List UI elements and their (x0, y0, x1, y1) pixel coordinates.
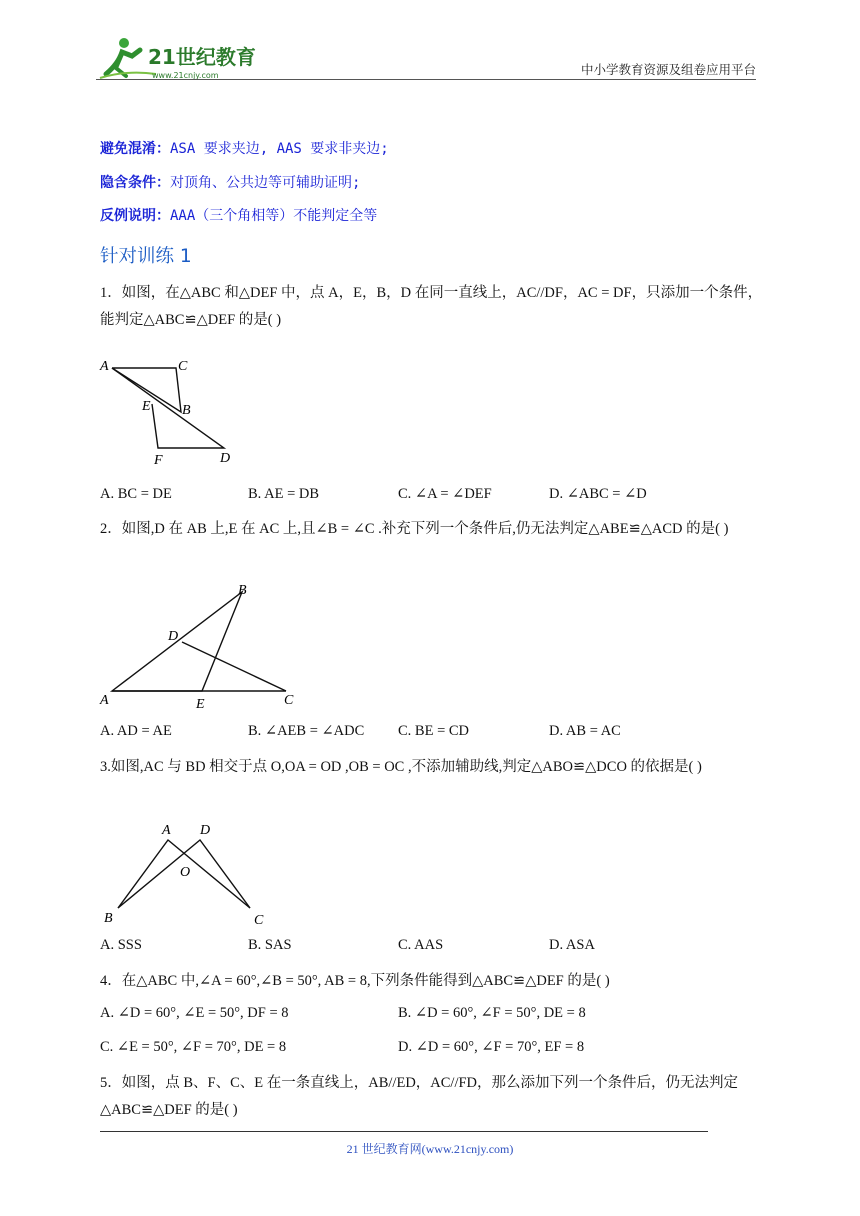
point-label: A (100, 359, 109, 374)
point-label: O (180, 865, 191, 880)
point-label: A (100, 693, 109, 708)
point-label: C (284, 693, 294, 708)
question-4-stem: 4．在△ABC 中,∠A = 60°,∠B = 50°, AB = 8,下列条件能得到△ABC≌△DEF 的是( ) (100, 973, 610, 989)
footer-divider (100, 1131, 708, 1132)
option-d: D. ∠D = 60°, ∠F = 70°, EF = 8 (398, 1039, 585, 1055)
point-label: C (178, 359, 188, 374)
option-c: C. ∠E = 50°, ∠F = 70°, DE = 8 (100, 1039, 287, 1055)
option-c: C. AAS (398, 937, 444, 953)
option-b: B. ∠D = 60°, ∠F = 50°, DE = 8 (398, 1005, 586, 1021)
point-label: D (200, 823, 211, 838)
option-c: C. ∠A = ∠DEF (398, 486, 492, 502)
option-b: B. AE = DB (248, 486, 320, 502)
point-label: A (162, 823, 171, 838)
point-label: B (104, 911, 113, 926)
header-platform-name: 中小学教育资源及组卷应用平台 (580, 62, 756, 77)
logo-runner-icon (96, 34, 266, 82)
point-label: F (154, 453, 163, 468)
footer-text: 21 世纪教育网(www.21cnjy.com) (346, 1142, 514, 1156)
option-b: B. ∠AEB = ∠ADC (248, 723, 365, 739)
tip-line-1: 避免混淆：ASA 要求夹边, AAS 要求非夹边; (100, 141, 389, 157)
svg-text:21世纪教育: 21世纪教育 (148, 45, 256, 69)
point-label: C (254, 913, 264, 928)
question-3-stem: 3.如图,AC 与 BD 相交于点 O,OA = OD ,OB = OC ,不添加辅助线,判定△ABO≌△DCO 的依据是( ) (100, 759, 702, 775)
question-1-figure (96, 350, 246, 475)
question-3-figure (96, 818, 286, 938)
header-divider (96, 79, 756, 80)
question-1-stem: 1．如图，在△ABC 和△DEF 中，点 A，E，B，D 在同一直线上，AC//DF，AC = DF，只添加一个条件，能判定△ABC≌△DEF 的是( ) (100, 285, 763, 328)
point-label: D (168, 629, 179, 644)
tip-line-3: 反例说明：AAA（三个角相等）不能判定全等 (100, 208, 378, 224)
option-a: A. BC = DE (100, 486, 172, 502)
option-a: A. SSS (100, 937, 142, 953)
tip-line-2: 隐含条件：对顶角、公共边等可辅助证明; (100, 175, 361, 191)
option-b: B. SAS (248, 937, 292, 953)
option-a: A. AD = AE (100, 723, 172, 739)
option-a: A. ∠D = 60°, ∠E = 50°, DF = 8 (100, 1005, 289, 1021)
option-d: D. AB = AC (549, 723, 621, 739)
point-label: B (238, 583, 247, 598)
site-logo (96, 34, 266, 82)
option-c: C. BE = CD (398, 723, 470, 739)
point-label: E (196, 697, 205, 712)
svg-text:www.21cnjy.com: www.21cnjy.com (152, 71, 219, 80)
point-label: D (220, 451, 231, 466)
option-d: D. ASA (549, 937, 595, 953)
point-label: E (142, 399, 151, 414)
question-2-stem: 2．如图,D 在 AB 上,E 在 AC 上,且∠B = ∠C .补充下列一个条件后,仍无法判定△ABE≌△ACD 的是( ) (100, 521, 729, 537)
point-label: B (182, 403, 191, 418)
section-title: 针对训练 1 (100, 246, 192, 267)
question-2-figure (96, 578, 306, 723)
option-d: D. ∠ABC = ∠D (549, 486, 647, 502)
question-5-stem: 5．如图，点 B、F、C、E 在一条直线上，AB//ED，AC//FD，那么添加下列一个条件后，仍无法判定△ABC≌△DEF 的是( ) (100, 1075, 739, 1118)
